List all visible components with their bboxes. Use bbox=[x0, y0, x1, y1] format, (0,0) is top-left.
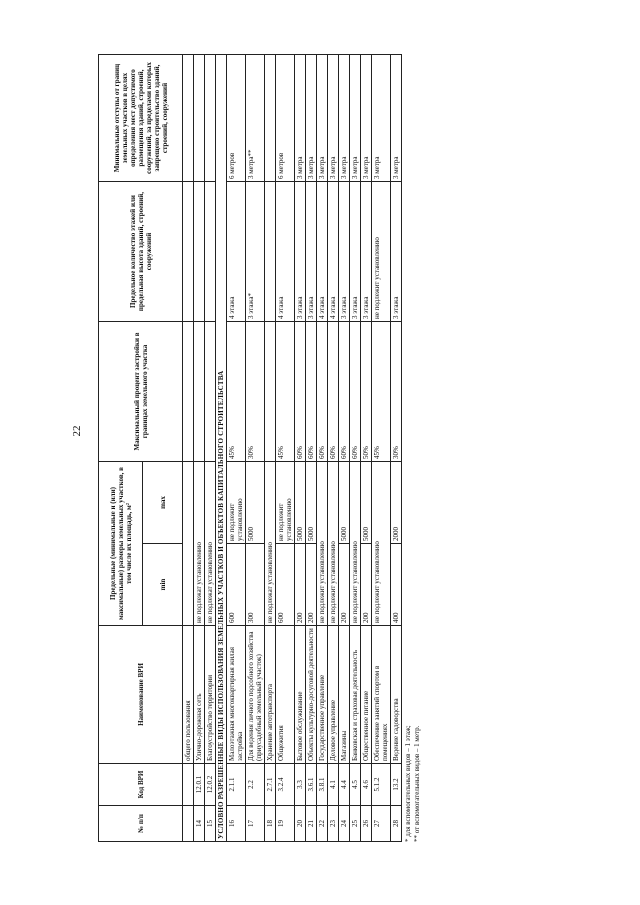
cell-setback: 3 метра bbox=[350, 55, 361, 182]
cell-code: 2.1.1 bbox=[227, 764, 246, 806]
cell-setback: 3 метра bbox=[328, 55, 339, 182]
cell-max: не подлежит установлению bbox=[227, 462, 246, 544]
cell-name: Бытовое обслуживание bbox=[295, 626, 306, 764]
header-code: Код ВРИ bbox=[99, 764, 183, 806]
cell-min: 200 bbox=[339, 544, 350, 626]
table-row bbox=[183, 55, 194, 842]
table-row bbox=[306, 55, 317, 842]
cell-code: 2.7.1 bbox=[265, 764, 276, 806]
cell-percent: 30% bbox=[246, 322, 265, 462]
table-row bbox=[227, 55, 246, 842]
cell-span: не подлежит установлению bbox=[328, 462, 339, 626]
cell-floors: 3 этажа* bbox=[246, 182, 265, 322]
cell-floors bbox=[194, 182, 205, 322]
cell-code: 4.4 bbox=[339, 764, 350, 806]
cell-num: 26 bbox=[361, 806, 372, 842]
cell-floors: не подлежит установлению bbox=[372, 182, 391, 322]
cell-num: 18 bbox=[265, 806, 276, 842]
cell-floors bbox=[183, 182, 194, 322]
cell-min: 300 bbox=[246, 544, 265, 626]
cell-code: 3.3 bbox=[295, 764, 306, 806]
cell-setback bbox=[265, 55, 276, 182]
cell-num: 20 bbox=[295, 806, 306, 842]
cell-percent: 60% bbox=[295, 322, 306, 462]
cell-max: 5000 bbox=[306, 462, 317, 544]
cell-code: 3.8.1 bbox=[317, 764, 328, 806]
cell-num: 14 bbox=[194, 806, 205, 842]
cell-num: 24 bbox=[339, 806, 350, 842]
cell-min: 600 bbox=[276, 544, 295, 626]
cell-num: 23 bbox=[328, 806, 339, 842]
cell-name: Малоэтажная многоквартирная жилая застройка bbox=[227, 626, 246, 764]
cell-floors: 3 этажа bbox=[391, 182, 402, 322]
cell-code: 3.6.1 bbox=[306, 764, 317, 806]
cell-percent: 45% bbox=[372, 322, 391, 462]
cell-percent: 60% bbox=[350, 322, 361, 462]
cell-name: Общежития bbox=[276, 626, 295, 764]
cell-num: 15 bbox=[205, 806, 216, 842]
cell-max: 5000 bbox=[361, 462, 372, 544]
cell-min: 400 bbox=[391, 544, 402, 626]
cell-code: 5.1.2 bbox=[372, 764, 391, 806]
cell-name: Благоустройство территории bbox=[205, 626, 216, 764]
cell-floors: 3 этажа bbox=[306, 182, 317, 322]
cell-name: Деловое управление bbox=[328, 626, 339, 764]
cell-num: 25 bbox=[350, 806, 361, 842]
cell-span: не подлежит установлению bbox=[317, 462, 328, 626]
table-row bbox=[361, 55, 372, 842]
cell-name: Банковская и страховая деятельность bbox=[350, 626, 361, 764]
cell-percent: 30% bbox=[391, 322, 402, 462]
cell-floors: 3 этажа bbox=[339, 182, 350, 322]
cell-floors: 4 этажа bbox=[276, 182, 295, 322]
cell-floors bbox=[205, 182, 216, 322]
table-row bbox=[295, 55, 306, 842]
cell-code bbox=[183, 764, 194, 806]
cell-percent bbox=[265, 322, 276, 462]
cell-setback bbox=[183, 55, 194, 182]
table-row bbox=[391, 55, 402, 842]
header-min: min bbox=[143, 544, 183, 626]
cell-min: 200 bbox=[361, 544, 372, 626]
cell-setback: 3 метра** bbox=[246, 55, 265, 182]
cell-max: 2000 bbox=[391, 462, 402, 544]
cell-num: 16 bbox=[227, 806, 246, 842]
cell-min: 200 bbox=[295, 544, 306, 626]
cell-percent: 60% bbox=[317, 322, 328, 462]
table-row bbox=[205, 55, 216, 842]
cell-code: 12.0.2 bbox=[205, 764, 216, 806]
cell-max: 5000 bbox=[295, 462, 306, 544]
cell-num: 21 bbox=[306, 806, 317, 842]
cell-floors: 4 этажа bbox=[328, 182, 339, 322]
cell-setback bbox=[205, 55, 216, 182]
cell-num: 19 bbox=[276, 806, 295, 842]
cell-percent: 60% bbox=[328, 322, 339, 462]
cell-floors: 4 этажа bbox=[317, 182, 328, 322]
cell-name: Обеспечение занятий спортом в помещениях bbox=[372, 626, 391, 764]
cell-min: 600 bbox=[227, 544, 246, 626]
cell-name: Улично-дорожная сеть bbox=[194, 626, 205, 764]
cell-span: не подлежат установлению bbox=[205, 462, 216, 626]
table-row bbox=[328, 55, 339, 842]
cell-max: не подлежит установлению bbox=[276, 462, 295, 544]
header-percent: Максимальный процент застройки в границах земельного участка bbox=[99, 322, 183, 462]
cell-percent bbox=[183, 322, 194, 462]
cell-name: Ведение садоводства bbox=[391, 626, 402, 764]
vri-table bbox=[98, 54, 402, 842]
cell-percent bbox=[194, 322, 205, 462]
cell-span: не подлежит установлению bbox=[350, 462, 361, 626]
cell-setback: 3 метра bbox=[372, 55, 391, 182]
table-row bbox=[317, 55, 328, 842]
header-sizes: Предельные (минимальные и (или) максимальные) размеры земельных участков, в том числе их площадь, м² bbox=[99, 462, 143, 626]
cell-num: 27 bbox=[372, 806, 391, 842]
header-max: max bbox=[143, 462, 183, 544]
cell-code: 2.2 bbox=[246, 764, 265, 806]
header-num: № п/п bbox=[99, 806, 183, 842]
section-title: УСЛОВНО РАЗРЕШЕННЫЕ ВИДЫ ИСПОЛЬЗОВАНИЯ ЗЕМЕЛЬНЫХ УЧАСТКОВ И ОБЪЕКТОВ КАПИТАЛЬНОГО СТРОИТЕЛЬСТВА bbox=[216, 55, 227, 842]
cell-span: не подлежит установлению bbox=[372, 462, 391, 626]
cell-code: 3.2.4 bbox=[276, 764, 295, 806]
cell-name: общего пользования bbox=[183, 626, 194, 764]
table-row bbox=[265, 55, 276, 842]
header-floors: Предельное количество этажей или предельная высота зданий, строений, сооружений bbox=[99, 182, 183, 322]
table-row bbox=[372, 55, 391, 842]
cell-floors bbox=[265, 182, 276, 322]
section-row bbox=[216, 55, 227, 842]
cell-max: 5000 bbox=[246, 462, 265, 544]
cell-floors: 3 этажа bbox=[295, 182, 306, 322]
cell-num bbox=[183, 806, 194, 842]
cell-code: 12.0.1 bbox=[194, 764, 205, 806]
cell-name: Государственное управление bbox=[317, 626, 328, 764]
cell-code: 13.2 bbox=[391, 764, 402, 806]
cell-percent: 50% bbox=[361, 322, 372, 462]
cell-setback: 6 метров bbox=[276, 55, 295, 182]
footnotes bbox=[404, 55, 422, 842]
cell-max: 5000 bbox=[339, 462, 350, 544]
cell-min: 200 bbox=[306, 544, 317, 626]
cell-name: Объекты культурно-досуговой деятельности bbox=[306, 626, 317, 764]
header-setback: Минимальные отступы от границ земельных участков в целях определения мест допустимого размещения зданий, строений, сооружений, за пределами которых запрещено строительство зданий, строений, сооружений bbox=[99, 55, 183, 182]
cell-name: Для ведения личного подсобного хозяйства (приусадебный земельный участок) bbox=[246, 626, 265, 764]
table-row bbox=[276, 55, 295, 842]
cell-num: 28 bbox=[391, 806, 402, 842]
cell-percent: 45% bbox=[276, 322, 295, 462]
header-name: Наименование ВРИ bbox=[99, 626, 183, 764]
cell-setback: 6 метров bbox=[227, 55, 246, 182]
cell-percent bbox=[205, 322, 216, 462]
cell-percent: 45% bbox=[227, 322, 246, 462]
cell-code: 4.1 bbox=[328, 764, 339, 806]
cell-setback: 3 метра bbox=[361, 55, 372, 182]
footnote-1: * для вспомогательных видов – 1 этаж; bbox=[404, 725, 412, 842]
cell-setback: 3 метра bbox=[339, 55, 350, 182]
cell-num: 22 bbox=[317, 806, 328, 842]
page-number: 22 bbox=[71, 425, 83, 437]
cell-name: Магазины bbox=[339, 626, 350, 764]
cell-setback: 3 метра bbox=[317, 55, 328, 182]
cell-percent: 60% bbox=[306, 322, 317, 462]
table-row bbox=[350, 55, 361, 842]
table-row bbox=[339, 55, 350, 842]
cell-name: Хранение автотранспорта bbox=[265, 626, 276, 764]
cell-floors: 4 этажа bbox=[227, 182, 246, 322]
cell-setback: 3 метра bbox=[391, 55, 402, 182]
cell-code: 4.6 bbox=[361, 764, 372, 806]
cell-span bbox=[183, 462, 194, 626]
cell-setback: 3 метра bbox=[306, 55, 317, 182]
cell-span: не подлежат установлению bbox=[194, 462, 205, 626]
cell-setback: 3 метра bbox=[295, 55, 306, 182]
table-row bbox=[194, 55, 205, 842]
table-body bbox=[183, 55, 402, 842]
cell-name: Общественное питание bbox=[361, 626, 372, 764]
footnote-2: ** от вспомогательных видов – 1 метр. bbox=[413, 725, 421, 842]
cell-percent: 60% bbox=[339, 322, 350, 462]
table-row bbox=[246, 55, 265, 842]
cell-span: не подлежат установлению bbox=[265, 462, 276, 626]
cell-code: 4.5 bbox=[350, 764, 361, 806]
cell-floors: 3 этажа bbox=[361, 182, 372, 322]
cell-floors: 3 этажа bbox=[350, 182, 361, 322]
cell-setback bbox=[194, 55, 205, 182]
cell-num: 17 bbox=[246, 806, 265, 842]
rotated-sheet bbox=[98, 55, 604, 842]
